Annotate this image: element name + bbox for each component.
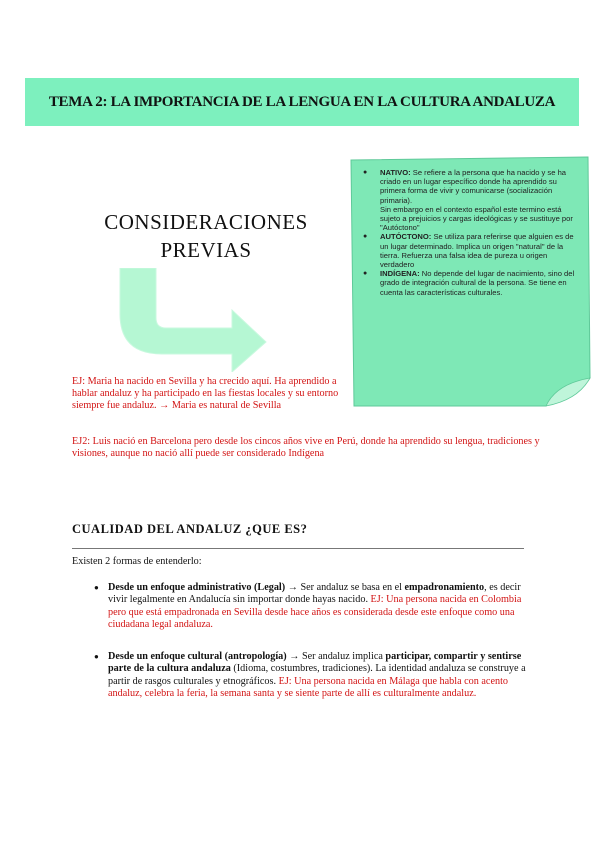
bent-arrow-icon — [114, 268, 270, 372]
definitions-list — [356, 168, 582, 297]
bullet-icon: ● — [363, 233, 368, 241]
approach-title: Desde un enfoque cultural (antropología) — [108, 651, 287, 663]
definition-text: No depende del lugar de nacimiento, sino del grado de integración cultural de la persona. Se tiene en cuenta las características culturales. — [380, 269, 575, 297]
definition-extra: Sin embargo en el contexto español este termino está sujeto a prejuicios y cargas ideológicas y se sustituye por "Autóctono" — [380, 204, 573, 233]
approach-example: EJ: Una persona nacida en Málaga que habla con acento andaluz, celebra la feria, la semana santa y se siente parte de allí es culturalmente andaluz. — [108, 675, 508, 700]
approach-text: (Idioma, costumbres, tradiciones). La identidad andaluza se construye a partir de rasgos culturales y etnográficos. — [108, 663, 526, 687]
definitions-sticky-note — [350, 156, 597, 408]
previous-considerations-heading — [96, 208, 316, 264]
heading-line-1: CONSIDERACIONES — [104, 210, 308, 234]
definition-text: Se refiere a la persona que ha nacido y se ha criado en un lugar específico donde ha aprendido su primera forma de vivir y comunicarse (socialización primaria). — [380, 168, 567, 205]
definition-term: INDÍGENA: — [380, 269, 420, 279]
definition-term: NATIVO: — [380, 168, 411, 177]
bullet-icon: ● — [94, 652, 99, 662]
section-divider — [72, 548, 524, 549]
list-item-administrative — [94, 582, 534, 631]
definition-autoctono — [356, 232, 582, 269]
heading-line-2: PREVIAS — [160, 238, 252, 262]
approach-text: → Ser andaluz implica — [286, 651, 386, 663]
definition-indigena — [356, 269, 582, 297]
example-1: EJ: Maria ha nacido en Sevilla y ha crecido aquí. Ha aprendido a hablar andaluz y ha participado en las fiestas locales y su entorno siempre fue andaluz. → Maria es natural de Sevilla — [72, 376, 339, 412]
bullet-icon: ● — [363, 169, 368, 176]
section-intro: Existen 2 formas de entenderlo: — [72, 556, 202, 567]
example-2: EJ2: Luis nació en Barcelona pero desde los cincos años vive en Perú, donde ha aprendido su lengua, tradiciones y visiones, aunque no nació allí puede ser considerado Indígena — [72, 436, 540, 460]
bullet-icon: ● — [94, 583, 99, 592]
list-item-cultural — [94, 651, 534, 700]
approach-text: → Ser andaluz se basa en el — [285, 582, 405, 593]
page-title: TEMA 2: LA IMPORTANCIA DE LA LENGUA EN LA CULTURA ANDALUZA — [48, 93, 556, 110]
approach-example: EJ: Una persona nacida en Colombia pero que está empadronada en Sevilla desde hace años es considerada desde este enfoque como una ciudadana legal andaluza. — [108, 594, 522, 630]
approach-text: , es decir vivir legalmente en Andalucía sin importar donde hayas nacido. — [108, 582, 521, 606]
definition-term: AUTÓCTONO: — [380, 232, 432, 242]
definition-text: Se utiliza para referirse que alguien es de un lugar determinado. Implica un origen "natural" de la tierra. Refuerza una falsa idea de pureza u origen verdadero — [380, 232, 574, 270]
approach-keyword: empadronamiento — [404, 582, 485, 593]
definition-nativo — [356, 168, 582, 232]
title-banner — [25, 78, 579, 126]
bullet-icon: ● — [363, 270, 368, 278]
approaches-list — [94, 582, 534, 700]
section-heading: CUALIDAD DEL ANDALUZ ¿QUE ES? — [72, 522, 308, 536]
approach-keyword: participar, compartir y sentirse parte de la cultura andaluza — [108, 651, 522, 675]
approach-title: Desde un enfoque administrativo (Legal) — [108, 582, 286, 593]
